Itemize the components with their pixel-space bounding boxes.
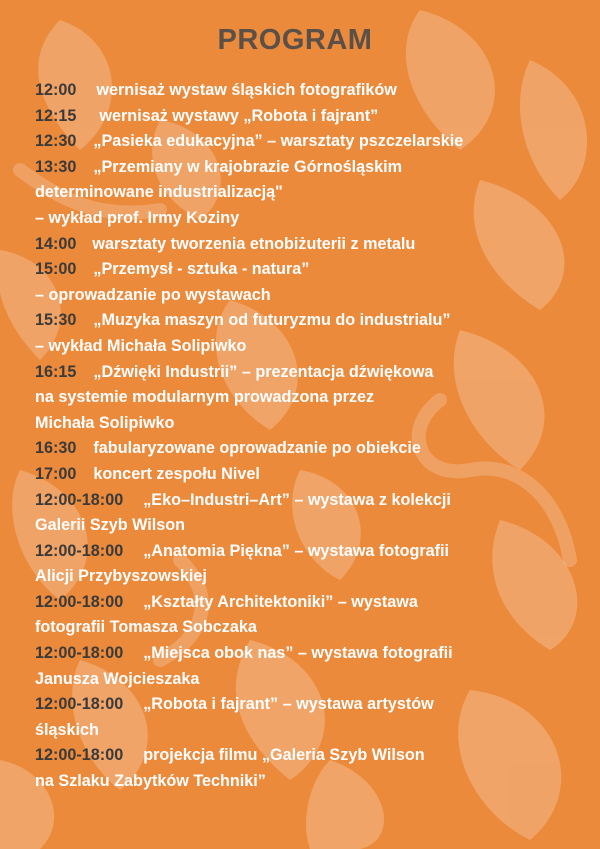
page-title: PROGRAM: [217, 24, 373, 56]
program-time: 16:30: [35, 439, 77, 458]
program-time: 13:30: [35, 157, 77, 176]
program-time: 15:00: [35, 260, 77, 279]
program-time: 12:00-18:00: [35, 695, 124, 714]
program-text: „Robota i fajrant” – wystawa artystów: [143, 695, 434, 714]
program-item: [35, 488, 590, 539]
program-text: „Miejsca obok nas” – wystawa fotografii: [143, 644, 453, 663]
program-text: „Anatomia Piękna” – wystawa fotografii: [143, 541, 450, 560]
program-item: [35, 462, 590, 488]
program-text: wernisaż wystawy „Robota i fajrant”: [99, 106, 379, 125]
program-text: – oprowadzanie po wystawach: [35, 285, 271, 304]
program-text: koncert zespołu Nivel: [93, 464, 260, 483]
program-text: na Szlaku Zabytków Techniki”: [35, 772, 266, 791]
program-item: [35, 155, 590, 232]
program-item: [35, 104, 590, 130]
program-text: wernisaż wystaw śląskich fotografików: [96, 81, 397, 99]
program-text: Alicji Przybyszowskiej: [35, 567, 207, 586]
program-time: 12:00-18:00: [35, 541, 124, 560]
program-text: Janusza Wojcieszaka: [35, 669, 200, 688]
program-time: 12:00-18:00: [35, 644, 124, 663]
program-text: projekcja filmu „Galeria Szyb Wilson: [143, 746, 425, 765]
program-item: [35, 692, 590, 743]
program-text: Galerii Szyb Wilson: [35, 516, 186, 535]
program-item: [35, 308, 590, 359]
program-time: 14:00: [35, 234, 77, 253]
program-text: warsztaty tworzenia etnobiżuterii z metalu: [92, 234, 416, 253]
program-list: [35, 78, 590, 795]
program-item: [35, 590, 590, 641]
program-item: [35, 641, 590, 692]
program-item: [35, 232, 590, 258]
program-text: fotografii Tomasza Sobczaka: [35, 618, 257, 637]
program-text: „Muzyka maszyn od futuryzmu do industrialu”: [93, 311, 451, 330]
program-item: [35, 436, 590, 462]
program-text: determinowane industrializacją": [35, 183, 283, 202]
program-text: „Przemiany w krajobrazie Górnośląskim: [93, 157, 402, 176]
program-text: Michała Solipiwko: [35, 413, 175, 432]
program-time: 12:00-18:00: [35, 490, 124, 509]
program-text: fabularyzowane oprowadzanie po obiekcie: [93, 439, 421, 458]
program-text: „Pasieka edukacyjna” – warsztaty pszczelarskie: [93, 132, 464, 151]
program-text: „Przemysł - sztuka - natura”: [93, 260, 310, 279]
program-text: „Dźwięki Industrii” – prezentacja dźwiękowa: [93, 362, 434, 381]
program-item: [35, 743, 590, 794]
program-time: 12:00-18:00: [35, 746, 124, 765]
program-time: 12:15: [35, 106, 77, 125]
program-time: 15:30: [35, 311, 77, 330]
program-item: [35, 539, 590, 590]
program-item: [35, 78, 590, 104]
program-item: [35, 360, 590, 437]
program-time: 12:30: [35, 132, 77, 151]
program-text: „Eko–Industri–Art” – wystawa z kolekcji: [143, 490, 451, 509]
program-time: 17:00: [35, 464, 77, 483]
program-item: [35, 129, 590, 155]
program-text: śląskich: [35, 720, 99, 739]
program-text: na systemie modularnym prowadzona przez: [35, 388, 375, 407]
program-time: 12:00-18:00: [35, 592, 124, 611]
program-item: [35, 257, 590, 308]
program-time: 12:00: [35, 81, 77, 99]
program-text: – wykład Michała Solipiwko: [35, 336, 247, 355]
program-text: „Kształty Architektoniki” – wystawa: [143, 592, 418, 611]
program-time: 16:15: [35, 362, 77, 381]
program-text: – wykład prof. Irmy Koziny: [35, 208, 240, 227]
